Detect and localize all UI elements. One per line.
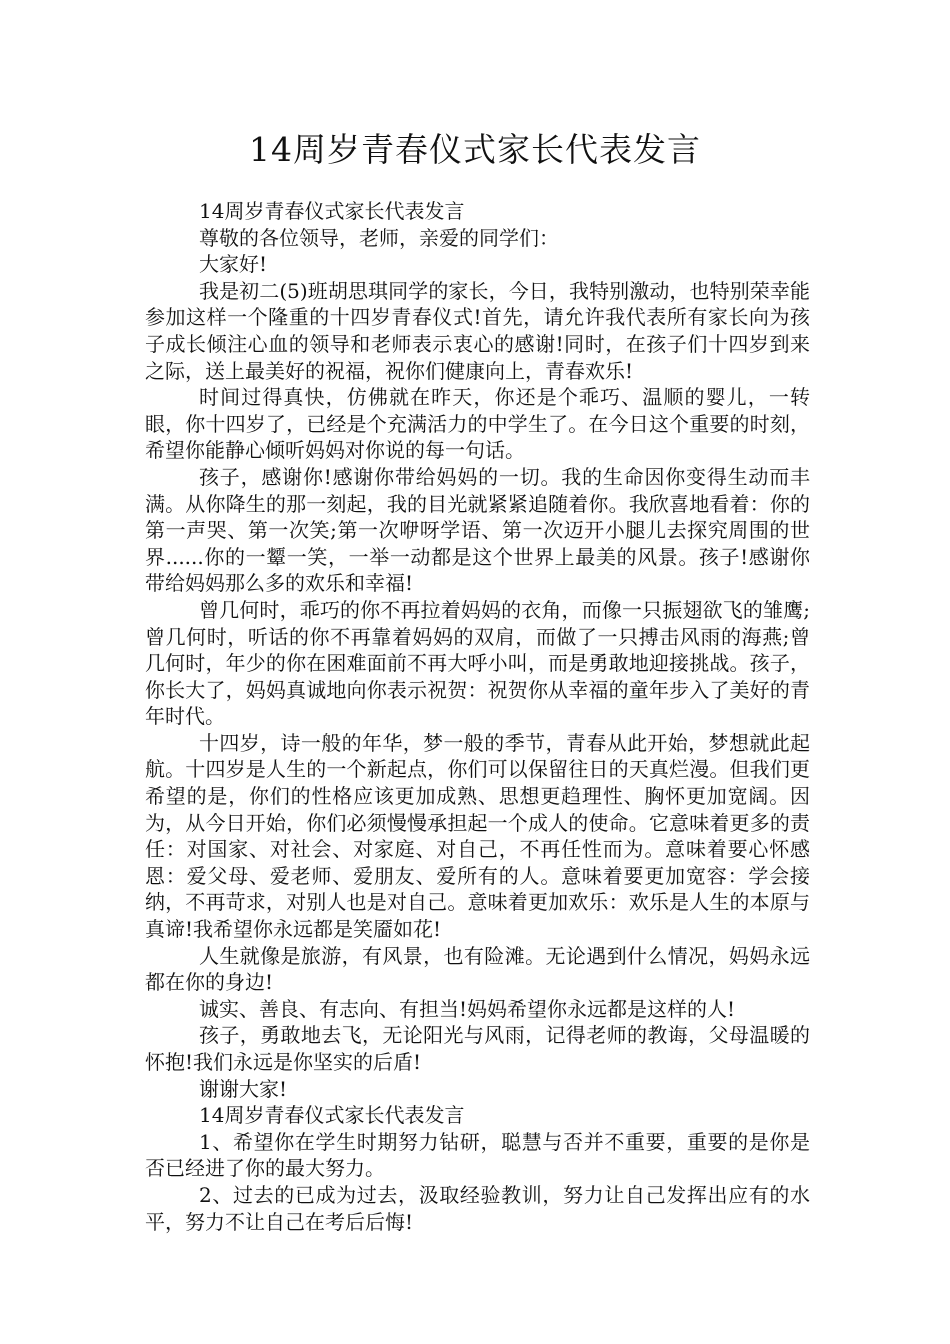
paragraph: 十四岁，诗一般的年华，梦一般的季节，青春从此开始，梦想就此起航。十四岁是人生的一个新起点，你们可以保留往日的天真烂漫。但我们更希望的是，你们的性格应该更加成熟、思想更趋理性、胸怀更加宽阔。因为，从今日开始，你们必须慢慢承担起一个成人的使命。它意味着更多的责任：对国家、对社会、对家庭、对自己，不再任性而为。意味着要心怀感恩：爱父母、爱老师、爱朋友、爱所有的人。意味着要更加宽容：学会接纳，不再苛求，对别人也是对自己。意味着更加欢乐：欢乐是人生的本原与真谛!我希望你永远都是笑靥如花!: [145, 730, 810, 942]
paragraph: 14周岁青春仪式家长代表发言: [199, 1103, 465, 1128]
paragraph: 曾几何时，乖巧的你不再拉着妈妈的衣角，而像一只振翅欲飞的雏鹰;曾几何时，听话的你不再靠着妈妈的双肩，而做了一只搏击风雨的海燕;曾几何时，年少的你在困难面前不再大呼小叫，而是勇敢地迎接挑战。孩子，你长大了，妈妈真诚地向你表示祝贺：祝贺你从幸福的童年步入了美好的青年时代。: [145, 597, 810, 729]
paragraph: 时间过得真快，仿佛就在昨天，你还是个乖巧、温顺的婴儿，一转眼，你十四岁了，已经是个充满活力的中学生了。在今日这个重要的时刻，希望你能静心倾听妈妈对你说的每一句话。: [145, 385, 810, 463]
paragraph: 人生就像是旅游，有风景，也有险滩。无论遇到什么情况，妈妈永远都在你的身边!: [145, 943, 810, 995]
paragraph: 大家好!: [199, 252, 268, 277]
paragraph: 诚实、善良、有志向、有担当!妈妈希望你永远都是这样的人!: [199, 996, 736, 1021]
paragraph: 谢谢大家!: [199, 1076, 288, 1101]
document-title: 14周岁青春仪式家长代表发言: [249, 130, 701, 169]
paragraph: 孩子，勇敢地去飞，无论阳光与风雨，记得老师的教诲，父母温暖的怀抱!我们永远是你坚实的后盾!: [145, 1023, 810, 1074]
paragraph: 孩子，感谢你!感谢你带给妈妈的一切。我的生命因你变得生动而丰满。从你降生的那一刻起，我的目光就紧紧追随着你。我欣喜地看着：你的第一声哭、第一次笑;第一次咿呀学语、第一次迈开小腿儿去探究周围的世界......你的一颦一笑，一举一动都是这个世界上最美的风景。孩子!感谢你带给妈妈那么多的欢乐和幸福!: [145, 464, 810, 596]
paragraph: 14周岁青春仪式家长代表发言: [199, 199, 465, 223]
document-body: [145, 198, 810, 1235]
paragraph: 1、希望你在学生时期努力钻研，聪慧与否并不重要，重要的是你是否已经进了你的最大努力。: [145, 1129, 810, 1181]
paragraph: 尊敬的各位领导，老师，亲爱的同学们：: [199, 225, 559, 250]
paragraph: 2、过去的已成为过去，汲取经验教训，努力让自己发挥出应有的水平，努力不让自己在考后后悔!: [145, 1182, 810, 1234]
paragraph: 我是初二(5)班胡思琪同学的家长，今日，我特别激动，也特别荣幸能参加这样一个隆重的十四岁青春仪式!首先，请允许我代表所有家长向为孩子成长倾注心血的领导和老师表示衷心的感谢!同时，在孩子们十四岁到来之际，送上最美好的祝福，祝你们健康向上，青春欢乐!: [145, 278, 810, 383]
